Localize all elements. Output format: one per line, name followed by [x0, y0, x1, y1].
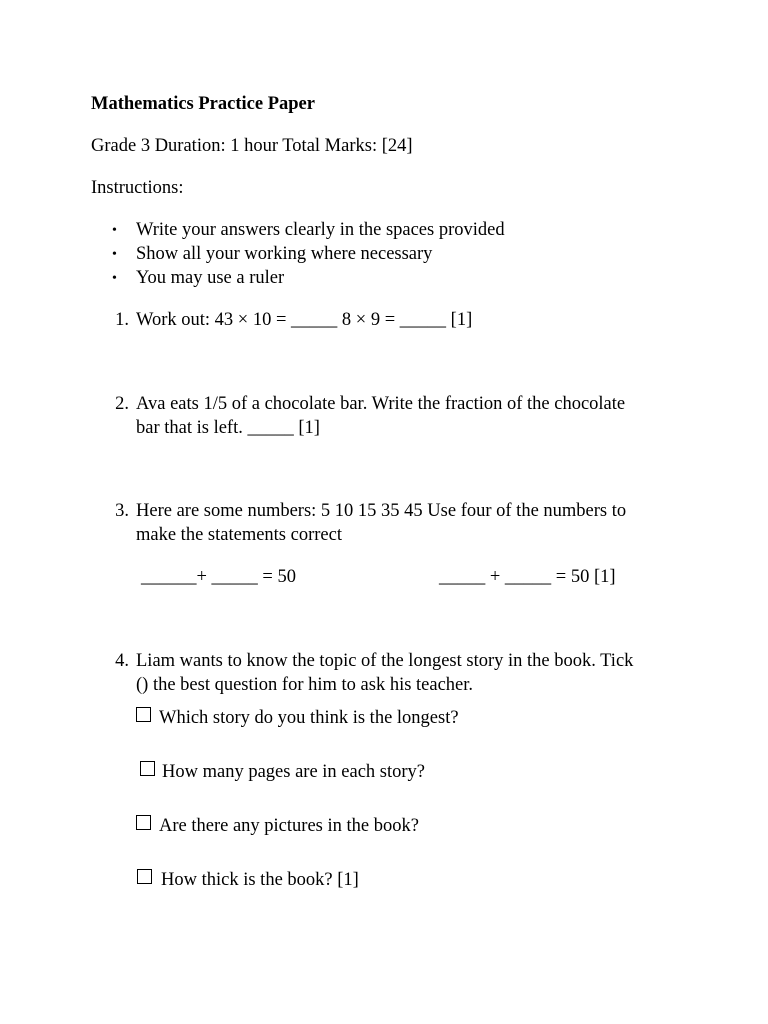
bullet-icon: •	[112, 223, 117, 238]
bullet-icon: •	[112, 271, 117, 286]
question-text: () the best question for him to ask his teacher.	[136, 675, 474, 695]
paper-meta: Grade 3 Duration: 1 hour Total Marks: [24]	[91, 136, 413, 156]
question-number: 1.	[115, 310, 129, 330]
instruction-item: Write your answers clearly in the spaces provided	[136, 220, 505, 240]
question-number: 4.	[115, 651, 129, 671]
checkbox-icon[interactable]	[136, 815, 151, 830]
question-text: make the statements correct	[136, 525, 342, 545]
question-text: bar that is left. _____ [1]	[136, 418, 320, 438]
bullet-icon: •	[112, 247, 117, 262]
instruction-item: You may use a ruler	[136, 268, 285, 288]
option-label: How many pages are in each story?	[162, 762, 426, 782]
question-text: Here are some numbers: 5 10 15 35 45 Use four of the numbers to	[136, 501, 627, 521]
question-number: 3.	[115, 501, 129, 521]
option-label: Which story do you think is the longest?	[159, 708, 459, 728]
question-text: Work out: 43 × 10 = _____ 8 × 9 = _____ [1]	[136, 310, 473, 330]
statement-left: ______+ _____ = 50	[141, 567, 296, 587]
checkbox-icon[interactable]	[140, 761, 155, 776]
statement-right: _____ + _____ = 50 [1]	[439, 567, 616, 587]
option-label: How thick is the book? [1]	[161, 870, 359, 890]
checkbox-icon[interactable]	[137, 869, 152, 884]
paper-title: Mathematics Practice Paper	[91, 94, 315, 114]
question-number: 2.	[115, 394, 129, 414]
checkbox-icon[interactable]	[136, 707, 151, 722]
option-label: Are there any pictures in the book?	[159, 816, 419, 836]
instruction-item: Show all your working where necessary	[136, 244, 433, 264]
question-text: Liam wants to know the topic of the longest story in the book. Tick	[136, 651, 634, 671]
instructions-heading: Instructions:	[91, 178, 184, 198]
question-text: Ava eats 1/5 of a chocolate bar. Write the fraction of the chocolate	[136, 394, 626, 414]
